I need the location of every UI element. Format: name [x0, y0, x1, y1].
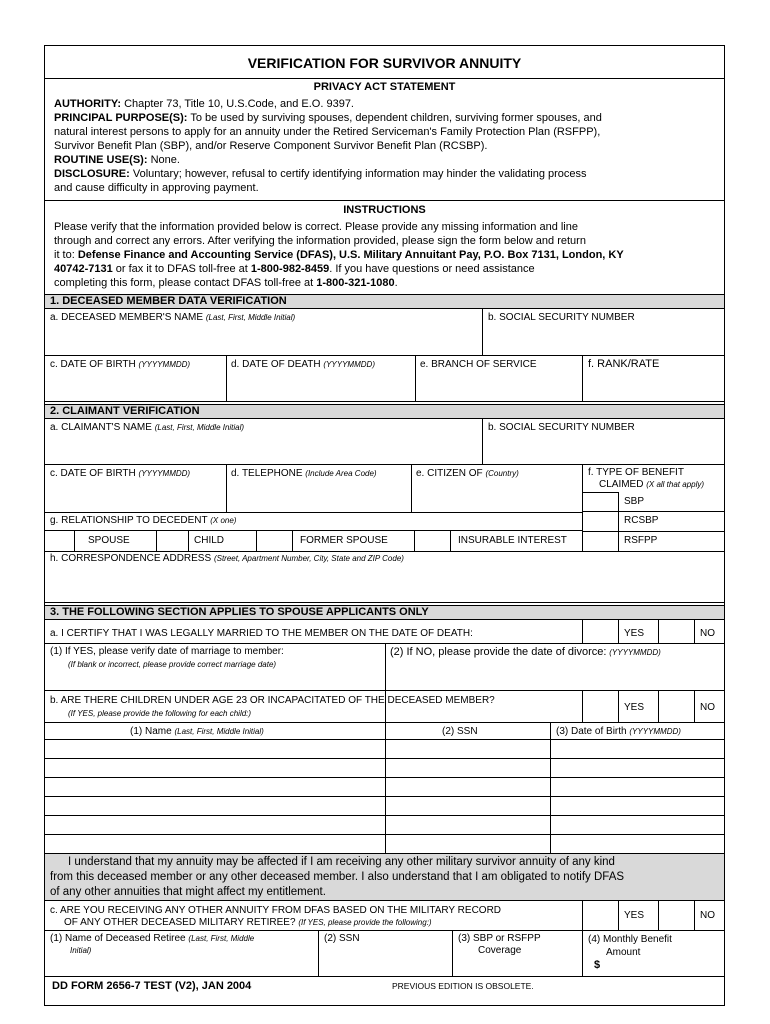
routine-text: None. — [150, 154, 180, 166]
children-table-rows[interactable] — [45, 740, 724, 853]
claimant-ssn-label: b. SOCIAL SECURITY NUMBER — [488, 422, 635, 433]
relationship-former-spouse: FORMER SPOUSE — [300, 535, 388, 546]
rsfpp-option: RSFPP — [624, 535, 658, 546]
privacy-heading: PRIVACY ACT STATEMENT — [313, 81, 456, 93]
relationship-spouse: SPOUSE — [88, 535, 130, 546]
insurable-interest-checkbox[interactable] — [415, 531, 449, 550]
child-dob-header — [556, 726, 681, 737]
rank-label: f. RANK/RATE — [588, 358, 660, 370]
other-annuity-yes-label: YES — [624, 910, 645, 921]
marriage-date-label: (1) If YES, please verify date of marriage to member: — [50, 646, 284, 657]
branch-field[interactable] — [417, 357, 581, 399]
relationship-label — [50, 515, 236, 526]
deceased-name-text: a. DECEASED MEMBER'S NAME — [50, 312, 204, 323]
section2-heading: 2. CLAIMANT VERIFICATION — [50, 405, 200, 417]
married-no-checkbox[interactable] — [659, 620, 693, 642]
relationship-text: g. RELATIONSHIP TO DECEDENT — [50, 515, 208, 526]
retiree-name-label — [50, 933, 254, 944]
disclosure-label: DISCLOSURE: — [54, 168, 130, 180]
disclosure-line2: and cause difficulty in approving payment. — [54, 182, 259, 194]
coverage-field[interactable] — [454, 957, 580, 975]
children-no-checkbox[interactable] — [659, 691, 693, 721]
spouse-checkbox[interactable] — [45, 531, 73, 550]
fax-number: 1-800-982-8459 — [250, 263, 330, 275]
retiree-name-hint2: Initial) — [70, 946, 92, 955]
annuity-statement — [50, 855, 722, 900]
children-no-label: NO — [700, 702, 715, 713]
purpose-label: PRINCIPAL PURPOSE(S): — [54, 112, 188, 124]
instr-line2: through and correct any errors. After verifying the information provided, please sign the form below and return — [54, 235, 586, 247]
claimant-dob-hint: (YYYYMMDD) — [138, 469, 191, 478]
citizen-text: e. CITIZEN OF — [416, 468, 483, 479]
monthly-benefit-label: (4) Monthly Benefit — [588, 934, 672, 945]
form-title: VERIFICATION FOR SURVIVOR ANNUITY — [247, 55, 522, 71]
address-field[interactable] — [45, 552, 724, 602]
dollar-sign: $ — [594, 959, 601, 971]
contact-number: 1-800-321-1080 — [316, 277, 395, 289]
section1-heading: 1. DECEASED MEMBER DATA VERIFICATION — [50, 295, 287, 307]
retiree-ssn-label: (2) SSN — [324, 933, 360, 944]
deceased-dod-text: d. DATE OF DEATH — [231, 359, 321, 370]
rank-field[interactable] — [584, 357, 724, 399]
children-question-label: b. ARE THERE CHILDREN UNDER AGE 23 OR INCAPACITATED OF THE DECEASED MEMBER? — [50, 695, 495, 706]
section3-heading: 3. THE FOLLOWING SECTION APPLIES TO SPOUSE APPLICANTS ONLY — [50, 606, 429, 618]
telephone-text: d. TELEPHONE — [231, 468, 303, 479]
dfas-zip: 40742-7131 — [54, 263, 113, 275]
other-annuity-label2-text: OF ANY OTHER DECEASED MILITARY RETIREE? — [64, 917, 296, 928]
divorce-date-text: (2) If NO, please provide the date of divorce: — [390, 646, 607, 658]
instr-line5-pre: completing this form, please contact DFAS toll-free at — [54, 277, 317, 289]
claimant-dob-text: c. DATE OF BIRTH — [50, 468, 136, 479]
married-yes-checkbox[interactable] — [583, 620, 617, 642]
sbp-option: SBP — [624, 496, 645, 507]
instr-line4-post: . If you have questions or need assistance — [329, 263, 535, 275]
child-dob-header-text: (3) Date of Birth — [556, 726, 627, 737]
telephone-field[interactable] — [228, 466, 409, 510]
instructions-text — [54, 220, 716, 290]
rcsbp-option: RCSBP — [624, 515, 659, 526]
authority-text: Chapter 73, Title 10, U.S.Code, and E.O. 9397. — [124, 98, 354, 110]
child-name-header-text: (1) Name — [130, 726, 172, 737]
deceased-name-hint: (Last, First, Middle Initial) — [205, 313, 296, 322]
previous-edition-note: PREVIOUS EDITION IS OBSOLETE. — [392, 981, 534, 991]
other-annuity-label: c. ARE YOU RECEIVING ANY OTHER ANNUITY FROM DFAS BASED ON THE MILITARY RECORD — [50, 905, 502, 916]
monthly-benefit-label2: Amount — [606, 947, 641, 958]
claimant-name-hint: (Last, First, Middle Initial) — [154, 423, 245, 432]
children-yes-checkbox[interactable] — [583, 691, 617, 721]
other-annuity-no-label: NO — [700, 910, 715, 921]
deceased-dob-hint: (YYYYMMDD) — [138, 360, 191, 369]
other-annuity-hint: (If YES, please provide the following:) — [298, 918, 432, 927]
claimant-name-field[interactable] — [45, 420, 482, 462]
deceased-ssn-field[interactable] — [484, 310, 724, 353]
form-id: DD FORM 2656-7 TEST (V2), JAN 2004 — [52, 980, 252, 992]
survivor-annuity-form — [44, 45, 725, 1005]
instructions-heading: INSTRUCTIONS — [343, 204, 426, 216]
deceased-dod-hint: (YYYYMMDD) — [323, 360, 375, 369]
divorce-date-label — [390, 646, 661, 658]
deceased-name-field[interactable] — [45, 310, 482, 353]
authority-label: AUTHORITY: — [54, 98, 122, 110]
instr-line4-mid: or fax it to DFAS toll-free at — [112, 263, 251, 275]
child-name-header — [130, 726, 264, 737]
relationship-child: CHILD — [194, 535, 225, 546]
address-text: h. CORRESPONDENCE ADDRESS — [50, 553, 212, 564]
coverage-label: (3) SBP or RSFPP — [458, 933, 541, 944]
other-annuity-label2 — [64, 917, 432, 928]
married-no-label: NO — [700, 628, 715, 639]
instr-line1: Please verify that the information provided below is correct. Please provide any missing information and line — [54, 221, 578, 233]
retiree-ssn-field[interactable] — [320, 945, 450, 975]
benefit-claimed-label — [599, 479, 704, 490]
statement-line3: of any other annuities that might affect my entitlement. — [50, 886, 326, 898]
citizen-field[interactable] — [413, 466, 580, 510]
rsfpp-checkbox[interactable] — [583, 532, 617, 550]
privacy-statement — [54, 97, 716, 195]
deceased-ssn-label: b. SOCIAL SECURITY NUMBER — [488, 312, 635, 323]
children-question-hint: (If YES, please provide the following for each child:) — [68, 709, 252, 718]
deceased-dob-text: c. DATE OF BIRTH — [50, 359, 136, 370]
married-yes-label: YES — [624, 628, 645, 639]
rcsbp-checkbox[interactable] — [583, 512, 617, 530]
monthly-benefit-field[interactable] — [606, 958, 722, 975]
claimant-dob-field[interactable] — [45, 466, 225, 510]
citizen-hint: (Country) — [485, 469, 519, 478]
retiree-name-hint: (Last, First, Middle — [188, 934, 255, 943]
routine-label: ROUTINE USE(S): — [54, 154, 148, 166]
divorce-date-field[interactable] — [387, 661, 724, 688]
dfas-address: Defense Finance and Accounting Service (DFAS), U.S. Military Annuitant Pay, P.O. Box 7131, London, KY — [77, 249, 624, 261]
instr-line5-post: . — [394, 277, 398, 289]
statement-line2: from this deceased member or any other deceased member. I also understand that I am obligated to notify DFAS — [50, 871, 625, 883]
retiree-name-text: (1) Name of Deceased Retiree — [50, 933, 186, 944]
child-checkbox[interactable] — [157, 531, 187, 550]
sbp-checkbox[interactable] — [583, 493, 617, 510]
benefit-claimed-text: CLAIMED — [599, 479, 644, 490]
deceased-dod-field[interactable] — [228, 357, 413, 399]
other-annuity-no-checkbox[interactable] — [659, 901, 693, 929]
benefit-claimed-hint: (X all that apply) — [646, 480, 705, 489]
telephone-hint: (Include Area Code) — [305, 469, 377, 478]
statement-line1: I understand that my annuity may be affected if I am receiving any other military survivor annuity of any kind — [68, 856, 615, 868]
children-yes-label: YES — [624, 702, 645, 713]
former-spouse-checkbox[interactable] — [257, 531, 291, 550]
relationship-hint: (X one) — [210, 516, 237, 525]
disclosure-line1: Voluntary; however, refusal to certify identifying information may hinder the validating process — [132, 168, 587, 180]
claimant-name-text: a. CLAIMANT'S NAME — [50, 422, 152, 433]
child-ssn-header: (2) SSN — [442, 726, 478, 737]
purpose-line1: To be used by surviving spouses, dependent children, surviving former spouses, and — [190, 112, 602, 124]
marriage-date-hint: (If blank or incorrect, please provide correct marriage date) — [68, 660, 277, 669]
deceased-dob-field[interactable] — [45, 357, 225, 399]
retiree-name-field[interactable] — [45, 957, 316, 975]
other-annuity-yes-checkbox[interactable] — [583, 901, 617, 929]
benefit-type-label: f. TYPE OF BENEFIT — [588, 467, 684, 478]
married-certify-label: a. I CERTIFY THAT I WAS LEGALLY MARRIED TO THE MEMBER ON THE DATE OF DEATH: — [50, 628, 473, 639]
child-name-header-hint: (Last, First, Middle Initial) — [174, 727, 264, 736]
purpose-line2: natural interest persons to apply for an annuity under the Retired Serviceman's Family Protection Plan (RSFPP), — [54, 126, 601, 138]
child-dob-header-hint: (YYYYMMDD) — [629, 727, 681, 736]
coverage-label2: Coverage — [478, 945, 522, 956]
marriage-date-field[interactable] — [45, 675, 383, 688]
branch-label: e. BRANCH OF SERVICE — [420, 359, 537, 370]
claimant-ssn-field[interactable] — [484, 420, 724, 462]
relationship-insurable-interest: INSURABLE INTEREST — [458, 535, 567, 546]
instr-line3-pre: it to: — [54, 249, 78, 261]
address-hint: (Street, Apartment Number, City, State and ZIP Code) — [213, 554, 404, 563]
purpose-line3: Survivor Benefit Plan (SBP), and/or Reserve Component Survivor Benefit Plan (RCSBP). — [54, 140, 488, 152]
divorce-date-hint: (YYYYMMDD) — [609, 648, 661, 657]
